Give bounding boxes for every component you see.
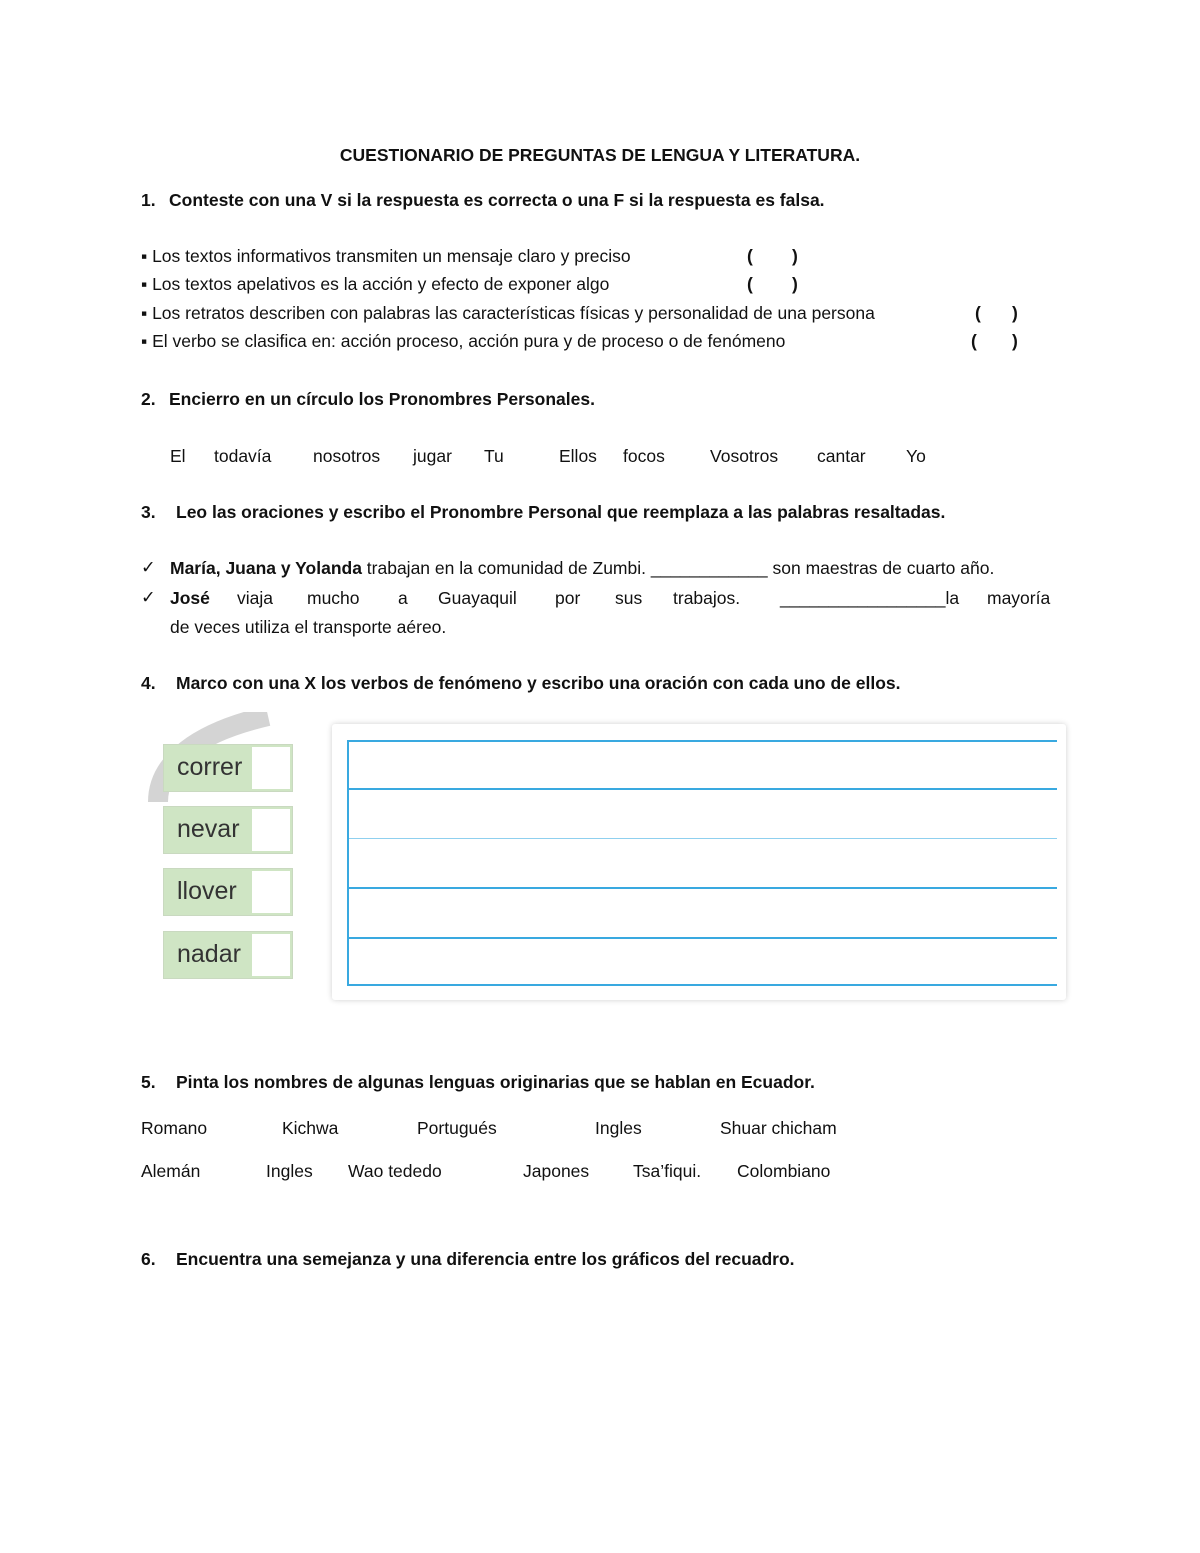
language-word: Alemán: [141, 1161, 201, 1181]
verb-checkbox[interactable]: [250, 807, 292, 853]
verb-box-llover: [163, 868, 293, 916]
q3-s1-highlight: María, Juana y Yolanda: [170, 558, 362, 578]
language-word: Colombiano: [737, 1161, 831, 1181]
pronoun-word: focos: [623, 446, 665, 466]
writing-rule: [349, 937, 1057, 939]
verb-checkbox[interactable]: [250, 869, 292, 915]
q6-number: 6.: [141, 1249, 156, 1269]
writing-lines[interactable]: [347, 740, 1057, 986]
q3-s2-word: a: [398, 588, 408, 608]
q1-item-2-paren-close: ): [792, 274, 798, 294]
verb-label: llover: [177, 877, 237, 905]
q1-heading-text: Conteste con una V si la respuesta es correcta o una F si la respuesta es falsa.: [169, 190, 825, 210]
language-word: Portugués: [417, 1118, 497, 1138]
q1-item-4-paren-open: (: [971, 331, 977, 351]
q1-item-1-paren-open: (: [747, 246, 753, 266]
language-word: Tsa’fiqui.: [633, 1161, 702, 1181]
language-word: Wao tededo: [348, 1161, 442, 1181]
check-icon: ✓: [141, 557, 156, 577]
q1-item-2: ▪ Los textos apelativos es la acción y efecto de exponer algo: [141, 274, 610, 294]
q2-heading: [141, 389, 595, 410]
q5-heading: [141, 1072, 815, 1093]
q3-s2-word: mucho: [307, 588, 360, 608]
q3-s1-rest: trabajan en la comunidad de Zumbi. ____________ son maestras de cuarto año.: [361, 558, 995, 578]
verb-box-correr: [163, 744, 293, 792]
verb-box-nevar: [163, 806, 293, 854]
verb-checkbox[interactable]: [250, 932, 292, 978]
q3-s2-line2: de veces utiliza el transporte aéreo.: [170, 617, 447, 637]
q1-item-1-paren-close: ): [792, 246, 798, 266]
language-word: Shuar chicham: [720, 1118, 837, 1138]
q3-s2-word: Guayaquil: [438, 588, 517, 608]
writing-rule: [349, 838, 1057, 839]
q5-number: 5.: [141, 1072, 156, 1092]
pronoun-word: jugar: [413, 446, 452, 466]
q4-heading: [141, 673, 900, 694]
pronoun-word: Vosotros: [710, 446, 779, 466]
verb-label: correr: [177, 753, 243, 781]
language-word: Japones: [523, 1161, 590, 1181]
q3-s2-word: _________________la: [780, 588, 960, 608]
q3-heading-text: Leo las oraciones y escribo el Pronombre Personal que reemplaza a las palabras resaltadas.: [176, 502, 946, 522]
page-title: CUESTIONARIO DE PREGUNTAS DE LENGUA Y LITERATURA.: [339, 145, 861, 165]
language-word: Ingles: [266, 1161, 313, 1181]
q3-s2-word: viaja: [237, 588, 273, 608]
language-word: Romano: [141, 1118, 208, 1138]
q6-heading: [141, 1249, 795, 1270]
pronoun-word: Yo: [906, 446, 926, 466]
pronoun-word: El: [170, 446, 186, 466]
q4-heading-text: Marco con una X los verbos de fenómeno y escribo una oración con cada uno de ellos.: [176, 673, 901, 693]
writing-rule: [349, 788, 1057, 790]
q3-number: 3.: [141, 502, 156, 522]
q3-sentence-1: [170, 558, 994, 579]
check-icon: ✓: [141, 587, 156, 607]
verb-box-nadar: [163, 931, 293, 979]
q3-heading: [141, 502, 945, 523]
q1-item-3-paren-open: (: [975, 303, 981, 323]
q1-number: 1.: [141, 190, 156, 210]
q2-heading-text: Encierro en un círculo los Pronombres Personales.: [169, 389, 595, 409]
q2-number: 2.: [141, 389, 156, 409]
q3-s2-word: mayoría: [987, 588, 1051, 608]
verb-label: nevar: [177, 815, 240, 843]
q3-s2-highlight: José: [170, 588, 210, 608]
q3-s2-word: trabajos.: [673, 588, 741, 608]
language-word: Kichwa: [282, 1118, 339, 1138]
pronoun-word: Ellos: [559, 446, 597, 466]
pronoun-word: cantar: [817, 446, 866, 466]
pronoun-word: Tu: [484, 446, 504, 466]
q1-item-1: ▪ Los textos informativos transmiten un mensaje claro y preciso: [141, 246, 631, 266]
q5-heading-text: Pinta los nombres de algunas lenguas originarias que se hablan en Ecuador.: [176, 1072, 815, 1092]
q4-number: 4.: [141, 673, 156, 693]
q1-item-3: ▪ Los retratos describen con palabras las características físicas y personalidad de una persona: [141, 303, 875, 323]
q3-s2-word: por: [555, 588, 581, 608]
language-word: Ingles: [595, 1118, 642, 1138]
verb-checkbox[interactable]: [250, 745, 292, 791]
verb-label: nadar: [177, 940, 241, 968]
pronoun-word: nosotros: [313, 446, 381, 466]
q1-item-4-paren-close: ): [1012, 331, 1018, 351]
q3-s2-word: sus: [615, 588, 643, 608]
pronoun-word: todavía: [214, 446, 272, 466]
q1-item-3-paren-close: ): [1012, 303, 1018, 323]
q1-item-4: ▪ El verbo se clasifica en: acción proceso, acción pura y de proceso o de fenómeno: [141, 331, 786, 351]
writing-rule: [349, 887, 1057, 889]
q6-heading-text: Encuentra una semejanza y una diferencia entre los gráficos del recuadro.: [176, 1249, 795, 1269]
q1-item-2-paren-open: (: [747, 274, 753, 294]
q1-heading: [141, 190, 825, 211]
